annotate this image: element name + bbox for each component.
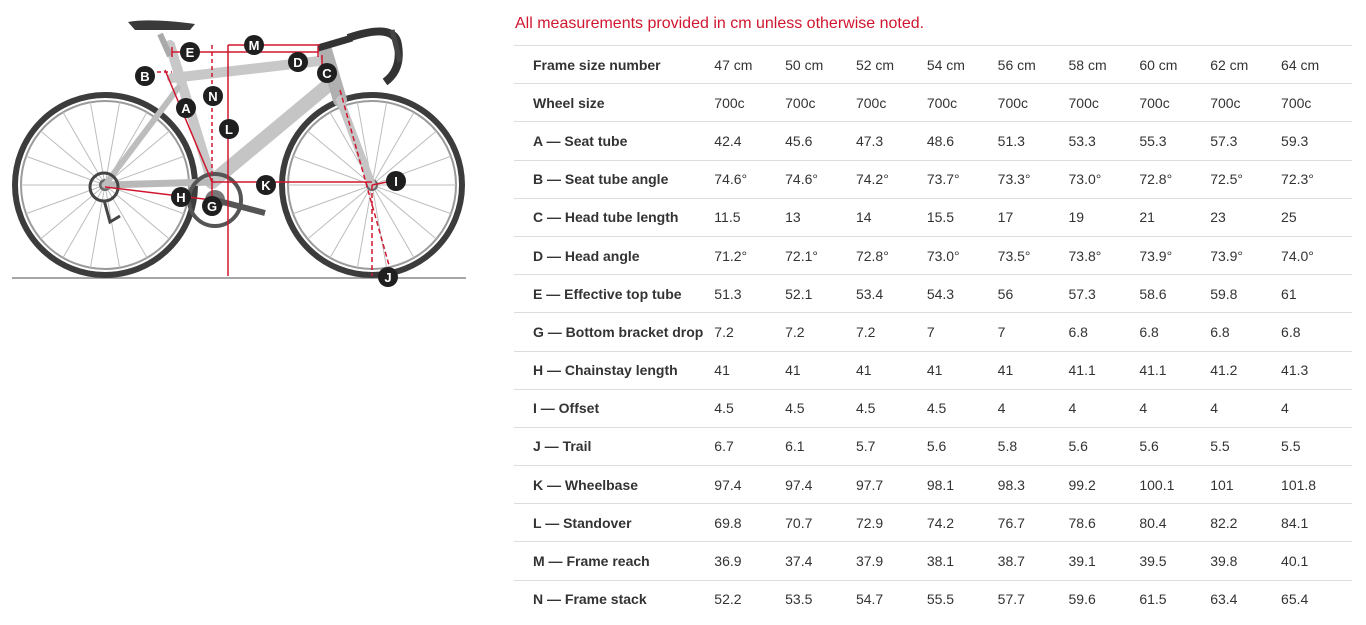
label-e-text: E (185, 45, 195, 60)
table-cell: 101.8 (1281, 476, 1317, 493)
table-row (514, 160, 1352, 198)
table-cell: 5.6 (926, 438, 947, 455)
table-cell: 13 (785, 209, 801, 226)
table-row (514, 198, 1352, 236)
label-j-text: J (384, 270, 392, 285)
table-cell: 41.2 (1210, 362, 1238, 379)
table-cell: 5.6 (1139, 438, 1159, 455)
table-cell: 82.2 (1210, 514, 1238, 531)
measurement-note: All measurements provided in cm unless otherwise noted. (515, 15, 925, 32)
table-cell: 57.3 (1210, 132, 1238, 149)
table-cell: 72.5° (1210, 171, 1244, 188)
table-cell: 7.2 (855, 323, 876, 340)
table-cell: 78.6 (1068, 514, 1096, 531)
table-cell: 52.1 (785, 285, 813, 302)
table-cell: 72.8° (855, 247, 889, 264)
table-cell: 42.4 (714, 132, 742, 149)
table-cell: 73.9° (1210, 247, 1244, 264)
size-header: 64 cm (1281, 56, 1320, 73)
row-label: M — Frame reach (533, 553, 650, 570)
table-cell: 700c (855, 94, 887, 111)
table-cell: 36.9 (714, 553, 742, 570)
table-cell: 6.7 (714, 438, 734, 455)
table-cell: 19 (1068, 209, 1085, 226)
table-cell: 700c (926, 94, 958, 111)
label-C (317, 63, 337, 83)
label-E (180, 42, 200, 62)
table-cell: 23 (1210, 209, 1226, 226)
table-cell: 4 (997, 400, 1006, 417)
row-label: L — Standover (533, 514, 632, 531)
table-cell: 4.5 (714, 400, 734, 417)
table-cell: 39.8 (1210, 553, 1238, 570)
spoke (308, 185, 372, 239)
label-k-text: K (261, 178, 271, 193)
table-cell: 72.8° (1139, 171, 1173, 188)
size-header: 54 cm (926, 56, 965, 73)
header-label: Frame size number (533, 56, 661, 73)
table-cell: 73.3° (997, 171, 1031, 188)
table-cell: 74.6° (785, 171, 818, 188)
table-cell: 4 (1068, 400, 1077, 417)
table-cell: 6.1 (785, 438, 805, 455)
table-row (514, 542, 1352, 580)
table-cell: 72.3° (1281, 171, 1314, 188)
spoke (41, 185, 105, 239)
row-label: J — Trail (533, 438, 592, 455)
table-cell: 73.9° (1139, 247, 1173, 264)
label-c-text: C (322, 66, 332, 81)
size-header: 52 cm (855, 56, 895, 73)
table-row (514, 504, 1352, 542)
size-header: 58 cm (1068, 56, 1107, 73)
table-cell: 15.5 (926, 209, 955, 226)
size-header: 60 cm (1139, 56, 1178, 73)
table-header-row (514, 46, 1352, 84)
row-label: G — Bottom bracket drop (533, 323, 704, 340)
table-cell: 7 (997, 323, 1006, 340)
table-row (514, 466, 1352, 504)
table-cell: 41 (855, 362, 872, 379)
row-label: A — Seat tube (533, 132, 628, 149)
table-cell: 70.7 (785, 514, 813, 531)
table-cell: 97.4 (714, 476, 742, 493)
table-cell: 7.2 (785, 323, 805, 340)
table-cell: 17 (997, 209, 1014, 226)
table-cell: 4 (1139, 400, 1148, 417)
row-label: B — Seat tube angle (533, 171, 669, 188)
table-row (514, 351, 1352, 389)
row-label: H — Chainstay length (533, 362, 678, 379)
table-cell: 6.8 (1139, 323, 1159, 340)
saddle-graphic (128, 20, 195, 30)
table-cell: 61.5 (1139, 591, 1167, 608)
table-cell: 41.1 (1068, 362, 1096, 379)
table-cell: 98.1 (926, 476, 955, 493)
table-cell: 65.4 (1281, 591, 1309, 608)
table-cell: 55.3 (1139, 132, 1167, 149)
handlebar-graphic (348, 31, 399, 82)
table-cell: 84.1 (1281, 514, 1309, 531)
spoke (372, 185, 436, 239)
table-cell: 700c (997, 94, 1029, 111)
derailleur-graphic (104, 200, 120, 222)
table-cell: 53.4 (855, 285, 884, 302)
table-cell: 700c (785, 94, 816, 111)
table-cell: 61 (1281, 285, 1297, 302)
size-header: 47 cm (714, 56, 753, 73)
table-cell: 76.7 (997, 514, 1025, 531)
table-cell: 37.9 (855, 553, 884, 570)
table-cell: 41 (997, 362, 1014, 379)
table-cell: 54.7 (855, 591, 884, 608)
table-cell: 5.7 (855, 438, 876, 455)
table-cell: 80.4 (1139, 514, 1167, 531)
row-label: C — Head tube length (533, 209, 679, 226)
row-label: N — Frame stack (533, 591, 647, 608)
table-cell: 73.5° (997, 247, 1031, 264)
table-cell: 21 (1139, 209, 1155, 226)
label-A (176, 98, 196, 118)
label-n-text: N (208, 89, 218, 104)
table-cell: 4 (1281, 400, 1289, 417)
table-row (514, 389, 1352, 427)
label-g-text: G (206, 199, 218, 214)
table-cell: 700c (1068, 94, 1099, 111)
table-cell: 73.0° (926, 247, 960, 264)
label-a-text: A (181, 101, 191, 116)
label-d-text: D (293, 55, 303, 70)
table-cell: 99.2 (1068, 476, 1096, 493)
table-cell: 4.5 (785, 400, 805, 417)
table-cell: 5.8 (997, 438, 1018, 455)
table-cell: 59.8 (1210, 285, 1238, 302)
table-cell: 74.6° (714, 171, 748, 188)
label-h-text: H (176, 190, 186, 205)
table-cell: 38.7 (997, 553, 1025, 570)
label-K (256, 175, 276, 195)
table-cell: 41.1 (1139, 362, 1167, 379)
label-N (203, 86, 223, 106)
table-cell: 63.4 (1210, 591, 1238, 608)
size-header: 56 cm (997, 56, 1036, 73)
table-cell: 100.1 (1139, 476, 1175, 493)
table-cell: 48.6 (926, 132, 955, 149)
table-cell: 5.6 (1068, 438, 1088, 455)
spoke (372, 185, 451, 214)
table-cell: 74.2° (855, 171, 889, 188)
table-cell: 73.0° (1068, 171, 1102, 188)
table-cell: 41.3 (1281, 362, 1309, 379)
geometry-table-body (514, 46, 1352, 619)
spoke (26, 185, 105, 214)
table-cell: 4.5 (926, 400, 947, 417)
table-cell: 6.8 (1068, 323, 1088, 340)
label-l-text: L (225, 122, 233, 137)
table-cell: 74.0° (1281, 247, 1314, 264)
table-cell: 72.9 (855, 514, 884, 531)
table-cell: 41 (926, 362, 943, 379)
table-cell: 37.4 (785, 553, 813, 570)
table-cell: 72.1° (785, 247, 818, 264)
table-cell: 69.8 (714, 514, 742, 531)
label-G (202, 196, 222, 216)
label-L (219, 119, 239, 139)
table-cell: 45.6 (785, 132, 813, 149)
table-cell: 6.8 (1281, 323, 1301, 340)
geometry-table (514, 45, 1352, 618)
row-label: Wheel size (533, 94, 605, 111)
table-cell: 54.3 (926, 285, 955, 302)
row-label: K — Wheelbase (533, 476, 639, 493)
label-m-text: M (248, 38, 260, 53)
label-M (244, 35, 264, 55)
spoke (372, 156, 451, 185)
table-cell: 39.1 (1068, 553, 1096, 570)
table-cell: 25 (1281, 209, 1297, 226)
table-cell: 71.2° (714, 247, 748, 264)
table-row (514, 275, 1352, 313)
table-row (514, 580, 1352, 618)
label-J (378, 267, 398, 287)
table-cell: 41 (785, 362, 801, 379)
table-cell: 58.6 (1139, 285, 1167, 302)
table-cell: 74.2 (926, 514, 955, 531)
table-cell: 97.7 (855, 476, 884, 493)
table-cell: 51.3 (714, 285, 742, 302)
table-cell: 41 (714, 362, 730, 379)
table-cell: 56 (997, 285, 1014, 302)
table-cell: 4 (1210, 400, 1218, 417)
table-row (514, 427, 1352, 465)
table-cell: 6.8 (1210, 323, 1230, 340)
table-cell: 11.5 (714, 209, 741, 226)
table-row (514, 122, 1352, 160)
table-cell: 38.1 (926, 553, 955, 570)
row-label: D — Head angle (533, 247, 640, 264)
table-cell: 700c (1281, 94, 1312, 111)
label-B (135, 66, 155, 86)
table-cell: 5.5 (1281, 438, 1301, 455)
table-cell: 40.1 (1281, 553, 1309, 570)
table-cell: 5.5 (1210, 438, 1230, 455)
bike-geometry-illustration (0, 0, 480, 300)
label-D (288, 52, 308, 72)
size-header: 62 cm (1210, 56, 1249, 73)
label-i-text: I (394, 174, 398, 189)
row-label: E — Effective top tube (533, 285, 682, 302)
table-cell: 4.5 (855, 400, 876, 417)
table-cell: 53.5 (785, 591, 813, 608)
table-cell: 55.5 (926, 591, 955, 608)
table-cell: 53.3 (1068, 132, 1096, 149)
table-row (514, 84, 1352, 122)
table-cell: 98.3 (997, 476, 1025, 493)
label-I (386, 171, 406, 191)
table-cell: 700c (1210, 94, 1241, 111)
spoke (293, 185, 372, 214)
table-cell: 57.7 (997, 591, 1025, 608)
table-row (514, 236, 1352, 274)
table-cell: 47.3 (855, 132, 884, 149)
table-cell: 73.7° (926, 171, 960, 188)
label-b-text: B (140, 69, 150, 84)
table-cell: 39.5 (1139, 553, 1167, 570)
table-cell: 97.4 (785, 476, 813, 493)
table-cell: 14 (855, 209, 872, 226)
bike-geometry-diagram (0, 0, 480, 300)
table-cell: 59.3 (1281, 132, 1309, 149)
table-cell: 59.6 (1068, 591, 1096, 608)
table-row (514, 313, 1352, 351)
table-cell: 7.2 (714, 323, 734, 340)
row-label: I — Offset (533, 400, 600, 417)
label-H (171, 187, 191, 207)
table-cell: 52.2 (714, 591, 742, 608)
table-cell: 73.8° (1068, 247, 1102, 264)
table-cell: 700c (1139, 94, 1170, 111)
table-cell: 101 (1210, 476, 1234, 493)
table-cell: 7 (926, 323, 935, 340)
stem-graphic (318, 38, 352, 48)
table-cell: 700c (714, 94, 745, 111)
table-cell: 57.3 (1068, 285, 1096, 302)
size-header: 50 cm (785, 56, 824, 73)
table-cell: 51.3 (997, 132, 1025, 149)
